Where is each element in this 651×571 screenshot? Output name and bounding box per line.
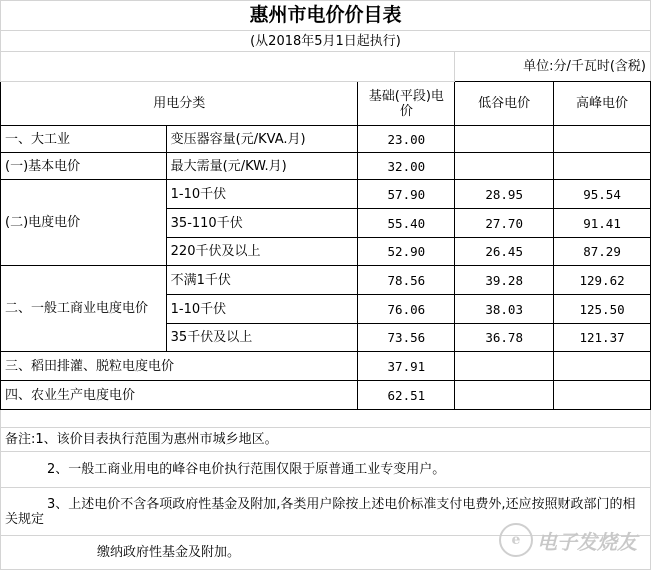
category-rice-irrigation: 三、稻田排灌、脱粒电度电价 (1, 352, 358, 381)
subcategory-label: 35-110千伏 (166, 209, 358, 238)
subcategory-label: 1-10千伏 (166, 295, 358, 324)
note-4: 缴纳政府性基金及附加。 (1, 536, 651, 570)
category-energy-price: (二)电度电价 (1, 180, 167, 266)
peak-price-value (554, 153, 651, 180)
base-price-value: 23.00 (358, 126, 455, 153)
base-price-value: 73.56 (358, 324, 455, 352)
blank-cell (1, 52, 455, 82)
valley-price-value (455, 126, 554, 153)
header-valley-price: 低谷电价 (455, 82, 554, 126)
subcategory-label: 220千伏及以上 (166, 238, 358, 266)
base-price-value: 37.91 (358, 352, 455, 381)
valley-price-value: 27.70 (455, 209, 554, 238)
category-agriculture: 四、农业生产电度电价 (1, 381, 358, 410)
base-price-value: 57.90 (358, 180, 455, 209)
header-peak-price: 高峰电价 (554, 82, 651, 126)
spacer-row (1, 410, 651, 428)
header-base-price: 基础(平段)电价 (358, 82, 455, 126)
base-price-value: 62.51 (358, 381, 455, 410)
base-price-value: 52.90 (358, 238, 455, 266)
peak-price-value: 129.62 (554, 266, 651, 295)
watermark-text: 电子发烧友 (537, 529, 637, 554)
subcategory-label: 不满1千伏 (166, 266, 358, 295)
valley-price-value (455, 381, 554, 410)
category-basic-price: (一)基本电价 (1, 153, 167, 180)
valley-price-value: 38.03 (455, 295, 554, 324)
unit-label: 单位:分/千瓦时(含税) (455, 52, 651, 82)
valley-price-value (455, 352, 554, 381)
peak-price-value: 125.50 (554, 295, 651, 324)
note-2: 2、一般工商业用电的峰谷电价执行范围仅限于原普通工业专变用户。 (1, 452, 651, 488)
valley-price-value: 26.45 (455, 238, 554, 266)
note-3: 3、上述电价不含各项政府性基金及附加,各类用户除按上述电价标准支付电费外,还应按照财政部门的相关规定 (1, 488, 651, 536)
peak-price-value (554, 381, 651, 410)
watermark (499, 523, 637, 557)
peak-price-value: 87.29 (554, 238, 651, 266)
peak-price-value: 121.37 (554, 324, 651, 352)
peak-price-value (554, 126, 651, 153)
base-price-value: 32.00 (358, 153, 455, 180)
category-large-industry: 一、大工业 (1, 126, 167, 153)
subcategory-label: 35千伏及以上 (166, 324, 358, 352)
header-category: 用电分类 (1, 82, 358, 126)
subcategory-label: 最大需量(元/KW.月) (166, 153, 358, 180)
valley-price-value: 39.28 (455, 266, 554, 295)
valley-price-value: 28.95 (455, 180, 554, 209)
valley-price-value (455, 153, 554, 180)
base-price-value: 78.56 (358, 266, 455, 295)
effective-date: (从2018年5月1日起执行) (1, 31, 651, 52)
peak-price-value (554, 352, 651, 381)
watermark-logo-icon: e (499, 523, 533, 557)
peak-price-value: 91.41 (554, 209, 651, 238)
peak-price-value: 95.54 (554, 180, 651, 209)
category-general-commercial: 二、一般工商业电度电价 (1, 266, 167, 352)
page-title: 惠州市电价价目表 (1, 1, 651, 31)
subcategory-label: 变压器容量(元/KVA.月) (166, 126, 358, 153)
base-price-value: 76.06 (358, 295, 455, 324)
valley-price-value: 36.78 (455, 324, 554, 352)
note-1: 备注:1、该价目表执行范围为惠州市城乡地区。 (1, 428, 651, 452)
base-price-value: 55.40 (358, 209, 455, 238)
subcategory-label: 1-10千伏 (166, 180, 358, 209)
